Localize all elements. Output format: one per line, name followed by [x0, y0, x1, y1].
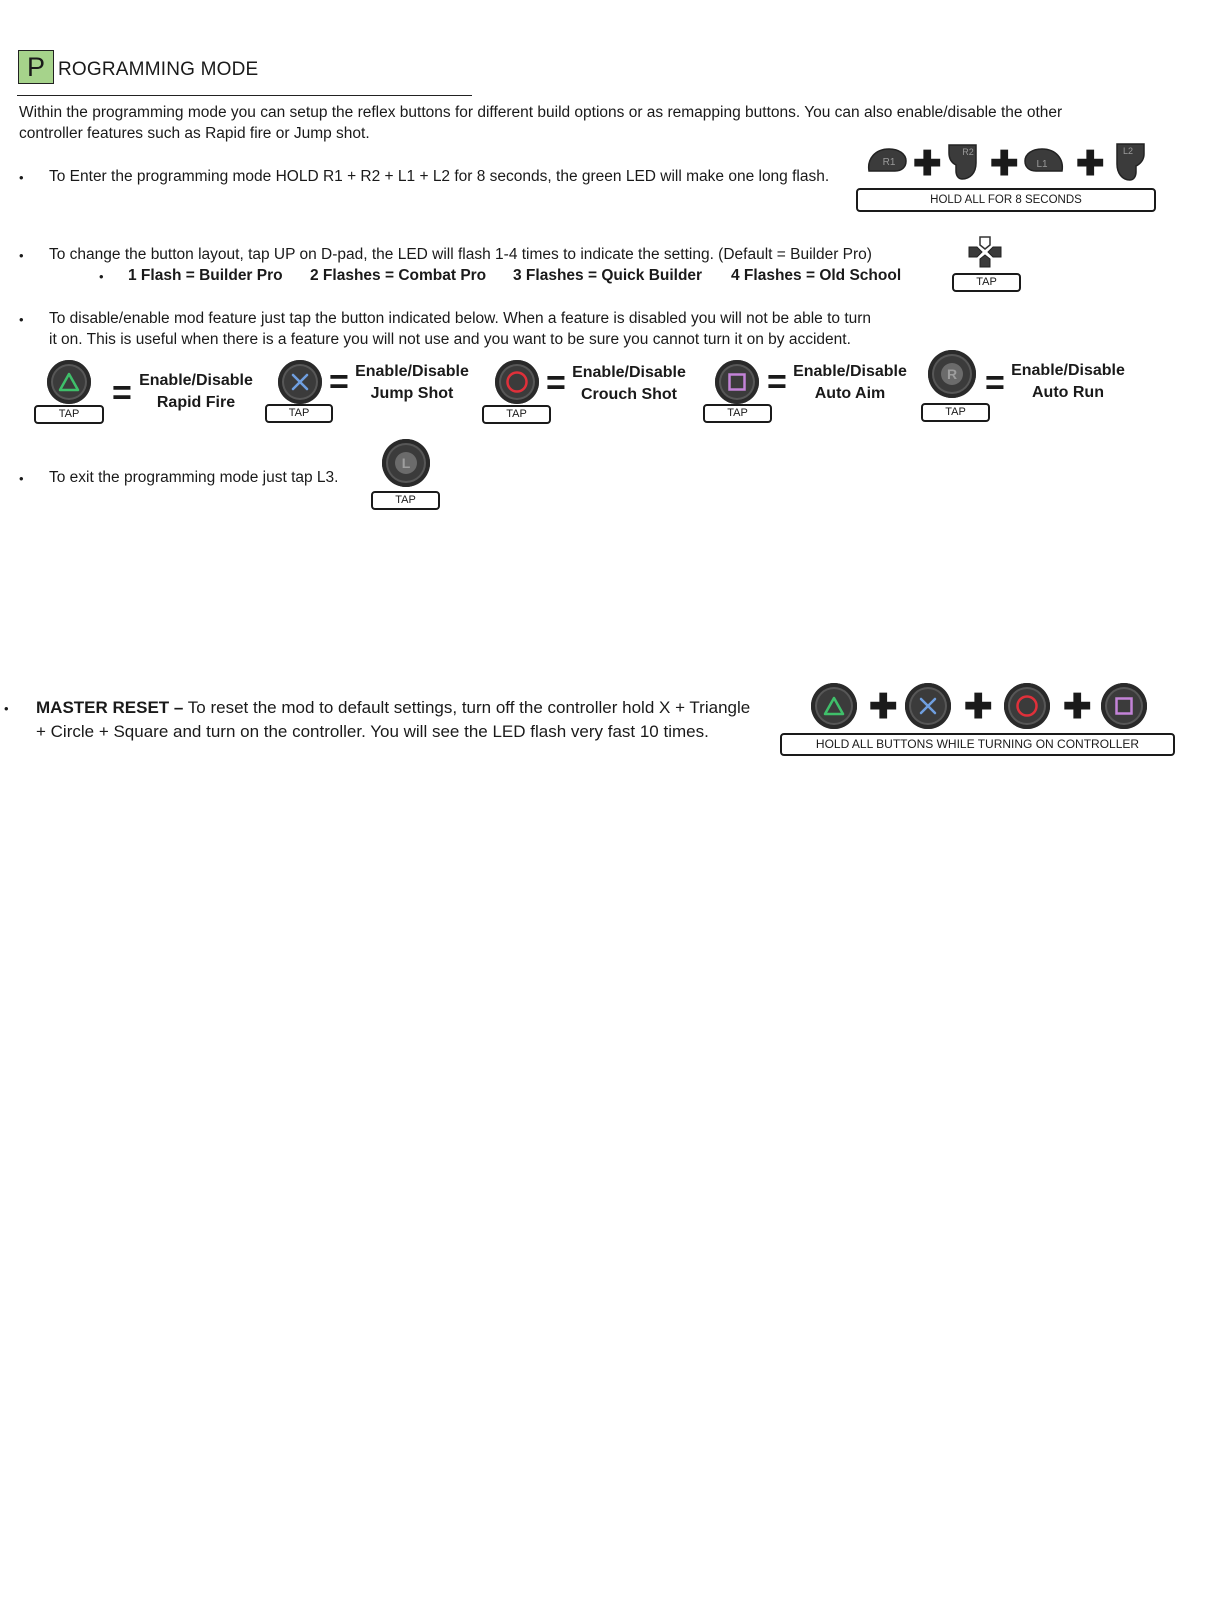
l1-label: L1: [1036, 159, 1048, 170]
feature-label-line-1: Enable/Disable: [793, 363, 907, 380]
l2-label: L2: [1122, 146, 1134, 156]
plus-icon: ✚: [964, 688, 993, 726]
l3-letter: L: [401, 455, 411, 471]
reset-line-1-text: To reset the mod to default settings, turn off the controller hold X + Triangle: [183, 698, 751, 717]
r3-tap-caption: TAP: [921, 403, 990, 422]
layout-option-3: 3 Flashes = Quick Builder: [513, 267, 703, 284]
plus-icon: ✚: [913, 145, 942, 183]
feature-label-line-2: Auto Run: [1032, 384, 1104, 401]
reset-caption: HOLD ALL BUTTONS WHILE TURNING ON CONTROLLER: [780, 733, 1175, 756]
bullet: •: [19, 248, 24, 263]
feature-label-line-1: Enable/Disable: [572, 364, 686, 381]
auto-run-label: [1000, 360, 1136, 404]
feature-label-line-2: Crouch Shot: [581, 386, 677, 403]
dpad-tap-caption: TAP: [952, 273, 1021, 292]
equals-sign: =: [329, 363, 349, 401]
layout-option-2: 2 Flashes = Combat Pro: [310, 267, 487, 284]
cross-tap-caption: TAP: [265, 404, 333, 423]
title-initial-box: P: [18, 50, 54, 84]
circle-tap-caption: TAP: [482, 405, 551, 424]
feature-label-line-1: Enable/Disable: [355, 363, 469, 380]
feature-label-line-1: Enable/Disable: [1011, 362, 1125, 379]
exit-text: To exit the programming mode just tap L3.: [49, 469, 339, 486]
l1-button-icon: [1022, 145, 1066, 177]
square-button-icon: [715, 360, 759, 404]
layout-option-1: 1 Flash = Builder Pro: [128, 267, 283, 284]
l3-button-icon: [382, 439, 430, 487]
crouch-shot-label: [561, 362, 697, 406]
enter-text: To Enter the programming mode HOLD R1 + R2 + L1 + L2 for 8 seconds, the green LED will make one long flash.: [49, 168, 830, 185]
dpad-up-icon: [967, 235, 1003, 274]
r2-button-icon: [946, 141, 980, 181]
layout-text: To change the button layout, tap UP on D-pad, the LED will flash 1-4 times to indicate the setting. (Default = Builder Pro): [49, 246, 872, 263]
feature-label-line-2: Auto Aim: [814, 385, 886, 402]
auto-aim-label: [782, 361, 918, 405]
rapid-fire-label: [128, 370, 264, 414]
plus-icon: ✚: [869, 688, 898, 726]
l2-button-icon: [1112, 140, 1148, 182]
layout-option-4: 4 Flashes = Old School: [731, 267, 902, 284]
hold-caption: HOLD ALL FOR 8 SECONDS: [856, 188, 1156, 212]
jump-shot-label: [344, 361, 480, 405]
sub-bullet: •: [99, 269, 104, 284]
r2-label: R2: [962, 147, 974, 157]
circle-button-icon: [495, 360, 539, 404]
bullet: •: [19, 312, 24, 327]
reset-line-1: [36, 696, 750, 720]
plus-icon: ✚: [990, 145, 1019, 183]
cross-button-icon: [905, 683, 951, 729]
feature-label-line-2: Jump Shot: [370, 385, 454, 402]
circle-button-icon: [1004, 683, 1050, 729]
page-title: ROGRAMMING MODE: [58, 59, 259, 80]
triangle-button-icon: [811, 683, 857, 729]
bullet: •: [4, 701, 9, 716]
intro-line-1: Within the programming mode you can setup the reflex buttons for different build options or as remapping buttons. You can also enable/disable the other: [19, 104, 1063, 121]
feature-label-line-1: Enable/Disable: [139, 372, 253, 389]
equals-sign: =: [112, 374, 132, 412]
plus-icon: ✚: [1063, 688, 1092, 726]
equals-sign: =: [985, 364, 1005, 402]
cross-button-icon: [278, 360, 322, 404]
plus-icon: ✚: [1076, 145, 1105, 183]
r3-button-icon: [928, 350, 976, 398]
intro-line-2: controller features such as Rapid fire or Jump shot.: [19, 125, 370, 142]
r1-label: R1: [882, 157, 896, 168]
l3-tap-caption: TAP: [371, 491, 440, 510]
triangle-tap-caption: TAP: [34, 405, 104, 424]
feature-label-line-2: Rapid Fire: [156, 394, 236, 411]
toggle-line-2: it on. This is useful when there is a feature you will not use and you want to be sure you cannot turn it on by accident.: [49, 331, 851, 348]
equals-sign: =: [767, 363, 787, 401]
r1-button-icon: [865, 145, 909, 177]
square-button-icon: [1101, 683, 1147, 729]
reset-line-2: + Circle + Square and turn on the controller. You will see the LED flash very fast 10 times.: [36, 722, 709, 741]
title-underline: [17, 95, 472, 96]
square-tap-caption: TAP: [703, 404, 772, 423]
bullet: •: [19, 471, 24, 486]
triangle-button-icon: [47, 360, 91, 404]
toggle-line-1: To disable/enable mod feature just tap the button indicated below. When a feature is disabled you will not be able to turn: [49, 310, 872, 327]
equals-sign: =: [546, 364, 566, 402]
reset-heading: MASTER RESET –: [36, 698, 184, 717]
bullet: •: [19, 170, 24, 185]
r3-letter: R: [946, 366, 958, 382]
